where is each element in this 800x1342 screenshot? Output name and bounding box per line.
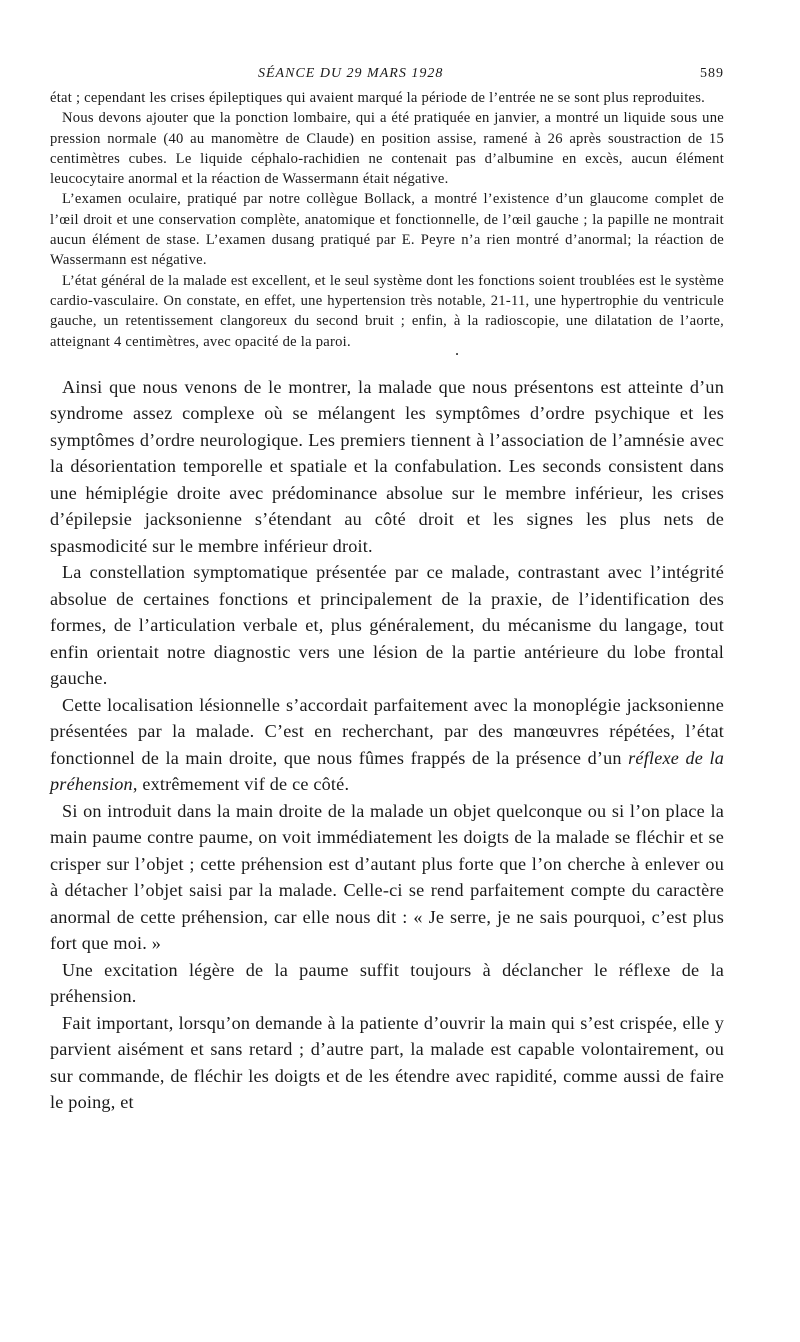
separator-dot: • bbox=[455, 349, 459, 359]
paragraph: Ainsi que nous venons de le montrer, la malade que nous présentons est atteinte d’un syndrome assez complexe où se mélangent les symptômes d’ordre psychique et les symptômes d’ordre neurologique. Les premiers tiennent à l’association de l’amnésie avec la désorientation temporelle et spatiale et la confabulation. Les seconds consistent dans une hémiplégie droite avec prédominance absolue sur le membre inférieur, les crises d’épilepsie jacksonienne s’étendant au côté droit et les signes les plus nets de spasmodicité sur le membre inférieur droit. bbox=[50, 376, 724, 556]
page-number: 589 bbox=[700, 66, 724, 81]
small-print-section bbox=[50, 88, 724, 352]
paragraph: Si on introduit dans la main droite de la malade un objet quelconque ou si l’on place la main paume contre paume, on voit immédiatement les doigts de la malade se fléchir et se crisper sur l’objet ; cette préhension est d’autant plus forte que l’on cherche à enlever ou à détacher l’objet saisi par la malade. Celle-ci se rend parfaitement compte du caractère anormal de cette préhension, car elle nous dit : « Je serre, je ne sais pourquoi, c’est plus fort que moi. » bbox=[50, 800, 724, 954]
text-run: , extrêmement vif de ce côté. bbox=[132, 774, 350, 795]
paragraph: état ; cependant les crises épileptiques qui avaient marqué la période de l’entrée ne se sont plus reproduites. bbox=[50, 90, 706, 106]
paragraph: Une excitation légère de la paume suffit toujours à déclancher le réflexe de la préhension. bbox=[50, 959, 724, 1007]
paragraph: L’examen oculaire, pratiqué par notre collègue Bollack, a montré l’existence d’un glaucome complet de l’œil droit et une conservation complète, anatomique et fonctionnelle, de l’œil gauche ; la papille ne montrait aucun élément de stase. L’examen dusang pratiqué par E. Peyre n’a rien montré d’anormal; la réaction de Wassermann est négative. bbox=[50, 191, 724, 269]
paragraph: Fait important, lorsqu’on demande à la patiente d’ouvrir la main qui s’est crispée, elle y parvient aisément et sans retard ; d’autre part, la malade est capable volontairement, ou sur commande, de fléchir les doigts et de les étendre avec rapidité, comme aussi de faire le poing, et bbox=[50, 1012, 724, 1113]
running-header bbox=[50, 60, 724, 88]
running-title: SÉANCE DU 29 MARS 1928 bbox=[258, 66, 444, 81]
paragraph: Nous devons ajouter que la ponction lombaire, qui a été pratiquée en janvier, a montré un liquide sous une pression normale (40 au manomètre de Claude) en position assise, ramené à 26 après soustraction de 15 centimètres cubes. Le liquide céphalo-rachidien ne contenait pas d’albumine en excès, aucun élément leucocytaire anormal et la réaction de Wassermann était négative. bbox=[50, 110, 724, 188]
text-run: Cette localisation lésionnelle s’accordait parfaitement avec la monoplégie jacksonienne présentées par la malade. C’est en recherchant, par des manœuvres répétées, l’état fonctionnel de la main droite, que nous fûmes frappés de la présence d’un bbox=[50, 694, 724, 768]
emphasized-term: réflexe de la préhension bbox=[50, 747, 724, 795]
paragraph: La constellation symptomatique présentée par ce malade, contrastant avec l’intégrité absolue de certaines fonctions et principalement de la praxie, de l’identification des formes, de l’articulation verbale et, plus généralement, du mécanisme du langage, tout enfin orientait notre diagnostic vers une lésion de la partie antérieure du lobe frontal gauche. bbox=[50, 562, 724, 689]
paragraph: L’état général de la malade est excellent, et le seul système dont les fonctions soient troublées est le système cardio-vasculaire. On constate, en effet, une hypertension très notable, 21-11, une hypertrophie du ventricule gauche, un retentissement clangoreux du second bruit ; enfin, à la radioscopie, une dilatation de l’aorte, atteignant 4 centimètres, avec opacité de la paroi. bbox=[50, 272, 724, 350]
paragraph bbox=[50, 692, 724, 798]
main-text-section bbox=[50, 374, 724, 1116]
